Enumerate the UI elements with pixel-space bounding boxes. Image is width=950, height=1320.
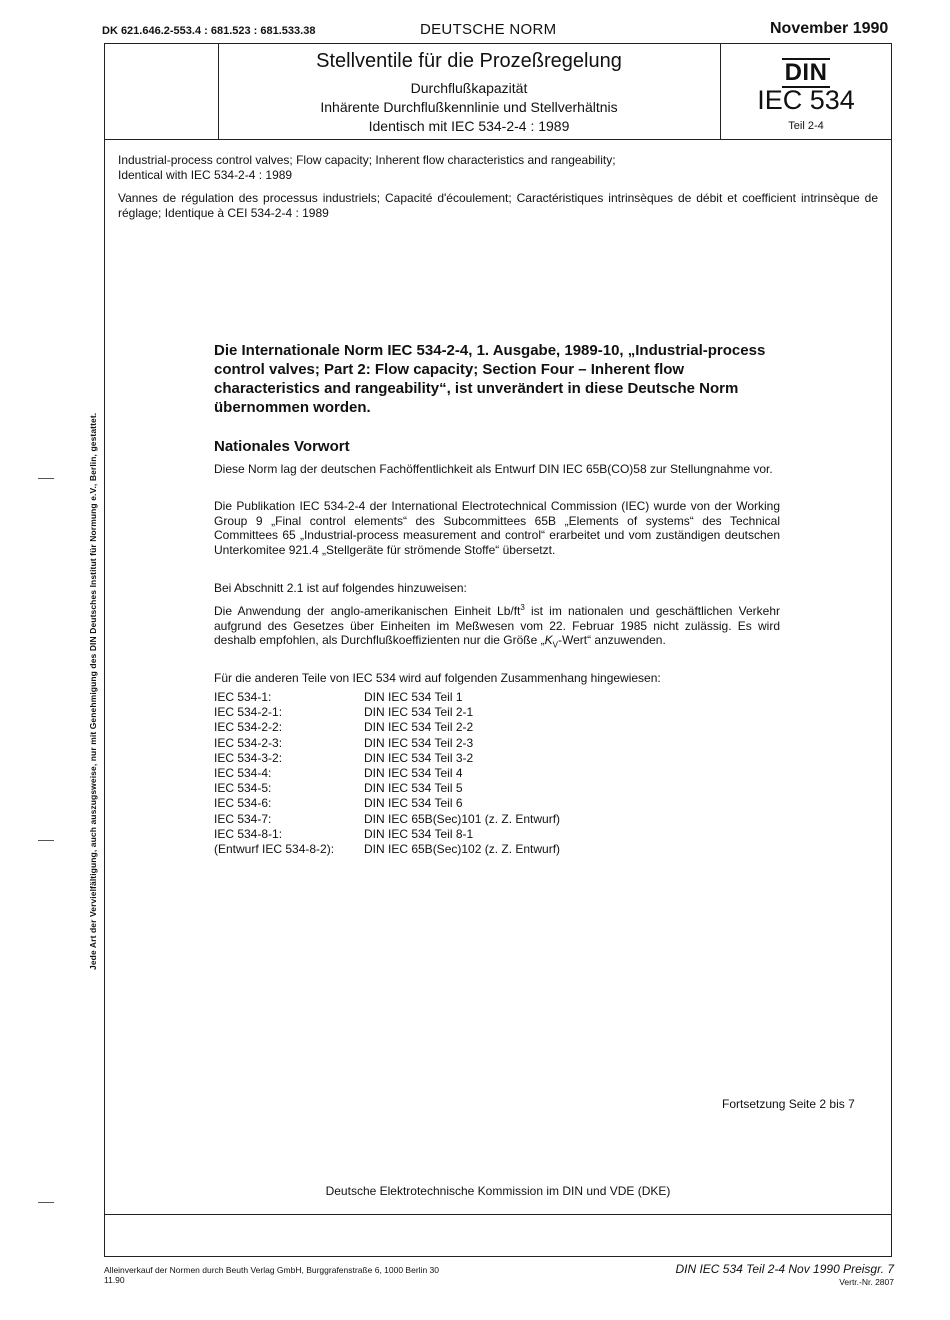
parts-row — [214, 705, 560, 720]
subtitle-flow-capacity: Durchflußkapazität — [410, 80, 528, 96]
din-part: DIN IEC 534 Teil 2-2 — [364, 720, 474, 735]
adoption-statement: Die Internationale Norm IEC 534-2-4, 1. Ausgabe, 1989-10, „Industrial-process control valves; Part 2: Flow capacity; Section Four – Inherent flow characteristics and rangeability“, ist unverändert in diese Deutsche Norm übernommen worden. — [214, 342, 766, 416]
publisher-text: Alleinverkauf der Normen durch Beuth Verlag GmbH, Burggrafenstraße 6, 1000 Berlin 30 — [104, 1265, 439, 1275]
footer-distribution-number: Vertr.-Nr. 2807 — [839, 1277, 894, 1287]
iec-part: IEC 534-1: — [214, 690, 272, 704]
iec-part: IEC 534-8-1: — [214, 826, 283, 841]
iec-part: IEC 534-6: — [214, 796, 272, 811]
unit-exponent: 3 — [520, 603, 525, 612]
din-part: DIN IEC 534 Teil 5 — [364, 781, 463, 796]
parts-row — [214, 690, 560, 705]
parts-row — [214, 827, 560, 842]
document-type: DEUTSCHE NORM — [420, 21, 557, 38]
parts-row — [214, 812, 560, 827]
footer-publisher — [104, 1265, 439, 1285]
foreword-heading: Nationales Vorwort — [214, 438, 350, 455]
iec-part: IEC 534-3-2: — [214, 750, 283, 765]
standard-part: Teil 2-4 — [788, 120, 824, 132]
publication-date: November 1990 — [770, 20, 889, 37]
parts-row — [214, 720, 560, 735]
iec-part: IEC 534-4: — [214, 766, 272, 781]
footer-reference: DIN IEC 534 Teil 2-4 Nov 1990 Preisgr. 7 — [675, 1262, 894, 1276]
foreword-paragraph-4 — [214, 601, 780, 653]
dk-classification: DK 621.646.2-553.4 : 681.523 : 681.533.38 — [102, 25, 316, 37]
continuation-note: Fortsetzung Seite 2 bis 7 — [722, 1097, 855, 1111]
parts-row — [214, 766, 560, 781]
margin-mark — [38, 478, 54, 479]
kv-symbol: K — [544, 633, 553, 647]
english-title-line-1: Industrial-process control valves; Flow capacity; Inherent flow characteristics and rangeability; — [118, 153, 616, 167]
edition-code: 11.90 — [104, 1275, 125, 1285]
parts-row — [214, 751, 560, 766]
french-title: Vannes de régulation des processus industriels; Capacité d'écoulement; Caractéristiques intrinsèques de débit et coefficient intrinsèque de réglage; Identique à CEI 534-2-4 : 1989 — [118, 191, 878, 220]
kv-note-text: -Wert“ anzuwenden. — [557, 633, 666, 647]
kv-subscript: V — [552, 640, 558, 650]
din-part: DIN IEC 534 Teil 4 — [364, 766, 463, 781]
din-part: DIN IEC 534 Teil 8-1 — [364, 826, 474, 841]
foreword-paragraph-3: Bei Abschnitt 2.1 ist auf folgendes hinzuweisen: — [214, 581, 467, 595]
unit-text: Die Anwendung der anglo-amerikanischen Einheit Lb/ft — [214, 604, 521, 618]
parts-row — [214, 796, 560, 811]
din-part: DIN IEC 534 Teil 3-2 — [364, 750, 474, 765]
din-part: DIN IEC 534 Teil 1 — [364, 690, 463, 704]
iec-part: IEC 534-7: — [214, 811, 272, 826]
iec-part: IEC 534-5: — [214, 781, 272, 796]
subtitle-characteristics: Inhärente Durchflußkennlinie und Stellverhältnis — [320, 99, 618, 115]
margin-mark — [38, 840, 54, 841]
copyright-side-note: Jede Art der Vervielfältigung, auch auszugsweise, nur mit Genehmigung des DIN Deutsches Institut für Normung e.V., Berlin, gestattet. — [88, 412, 98, 970]
iec-part: IEC 534-2-2: — [214, 720, 283, 735]
title-left-divider — [218, 43, 219, 139]
din-part: DIN IEC 65B(Sec)101 (z. Z. Entwurf) — [364, 811, 561, 826]
foreword-paragraph-1: Diese Norm lag der deutschen Fachöffentlichkeit als Entwurf DIN IEC 65B(CO)58 zur Stellungnahme vor. — [214, 462, 773, 476]
subtitle-identical: Identisch mit IEC 534-2-4 : 1989 — [368, 118, 570, 134]
din-part: DIN IEC 65B(Sec)102 (z. Z. Entwurf) — [364, 842, 561, 857]
parts-row — [214, 842, 560, 857]
standard-number: IEC 534 — [757, 85, 855, 115]
english-title-line-2: Identical with IEC 534-2-4 : 1989 — [118, 168, 293, 182]
margin-mark — [38, 1202, 54, 1203]
iec-part: IEC 534-2-1: — [214, 705, 283, 720]
title-right-divider — [720, 43, 721, 139]
din-part: DIN IEC 534 Teil 2-1 — [364, 705, 474, 720]
iec-part: IEC 534-2-3: — [214, 735, 283, 750]
title-bottom-rule — [104, 139, 892, 140]
din-logo: DIN — [782, 58, 830, 88]
foreword-paragraph-5: Für die anderen Teile von IEC 534 wird auf folgenden Zusammenhang hingewiesen: — [214, 671, 661, 685]
parts-correspondence-table — [214, 690, 560, 857]
parts-row — [214, 781, 560, 796]
foreword-paragraph-2: Die Publikation IEC 534-2-4 der International Electrotechnical Commission (IEC) wurde von der Working Group 9 „Final control elements“ des Subcommittees 65B „Elements of systems“ des Technical Committees 65 „Industrial-process measurement and control“ erarbeitet und vom zuständigen deutschen Unterkomitee 921.4 „Stellgeräte für strömende Stoffe“ übersetzt. — [214, 499, 780, 557]
unit-note-text: ist im nationalen und geschäftlichen Verkehr aufgrund des Gesetzes über Einheiten im Meßwesen vom 22. Februar 1985 nicht zulässig. Es wird deshalb empfohlen, als Durchflußkoeffizienten nur die Größe „ — [214, 604, 780, 647]
footer-box-rule — [104, 1214, 892, 1215]
iec-part: (Entwurf IEC 534-8-2): — [214, 842, 335, 857]
din-part: DIN IEC 534 Teil 6 — [364, 796, 463, 811]
document-title: Stellventile für die Prozeßregelung — [316, 50, 622, 72]
din-part: DIN IEC 534 Teil 2-3 — [364, 735, 474, 750]
commission-name: Deutsche Elektrotechnische Kommission im DIN und VDE (DKE) — [325, 1184, 671, 1198]
parts-row — [214, 736, 560, 751]
